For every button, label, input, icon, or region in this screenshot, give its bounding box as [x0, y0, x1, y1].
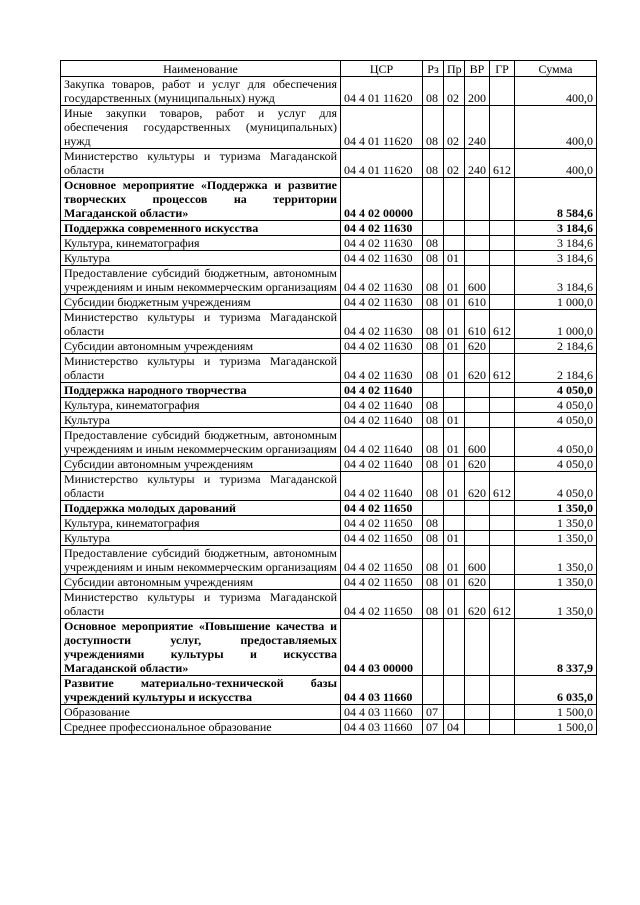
- cell-name: Министерство культуры и туризма Магаданской области: [61, 149, 341, 178]
- table-row: [61, 106, 597, 149]
- cell-csr: 04 4 02 11640: [341, 413, 423, 428]
- table-row: [61, 413, 597, 428]
- cell-sum: 3 184,6: [515, 236, 597, 251]
- cell-rz: 07: [423, 705, 444, 720]
- cell-vr: [465, 251, 490, 266]
- cell-vr: 620: [465, 472, 490, 501]
- cell-gr: [490, 221, 515, 236]
- table-body: [61, 77, 597, 735]
- cell-gr: [490, 546, 515, 575]
- cell-csr: 04 4 02 11640: [341, 383, 423, 398]
- cell-vr: [465, 501, 490, 516]
- cell-gr: [490, 516, 515, 531]
- cell-name: Субсидии автономным учреждениям: [61, 575, 341, 590]
- cell-csr: 04 4 03 11660: [341, 676, 423, 705]
- table-row: [61, 705, 597, 720]
- cell-name: Предоставление субсидий бюджетным, автономным учреждениям и иным некоммерческим организациям: [61, 428, 341, 457]
- cell-sum: 4 050,0: [515, 383, 597, 398]
- cell-gr: [490, 339, 515, 354]
- cell-pr: 02: [444, 77, 465, 106]
- cell-name: Поддержка современного искусства: [61, 221, 341, 236]
- cell-rz: [423, 178, 444, 221]
- cell-csr: 04 4 02 11650: [341, 501, 423, 516]
- cell-gr: [490, 531, 515, 546]
- cell-sum: 4 050,0: [515, 428, 597, 457]
- cell-pr: [444, 676, 465, 705]
- cell-csr: 04 4 03 00000: [341, 619, 423, 676]
- cell-gr: [490, 501, 515, 516]
- cell-pr: 01: [444, 531, 465, 546]
- cell-vr: 600: [465, 266, 490, 295]
- cell-gr: [490, 295, 515, 310]
- cell-pr: 01: [444, 354, 465, 383]
- cell-sum: 3 184,6: [515, 266, 597, 295]
- table-row: [61, 77, 597, 106]
- cell-name: Образование: [61, 705, 341, 720]
- cell-gr: [490, 178, 515, 221]
- cell-csr: 04 4 02 11630: [341, 251, 423, 266]
- table-row: [61, 251, 597, 266]
- cell-name: Министерство культуры и туризма Магаданской области: [61, 590, 341, 619]
- cell-csr: 04 4 02 11640: [341, 472, 423, 501]
- cell-gr: [490, 428, 515, 457]
- cell-name: Закупка товаров, работ и услуг для обеспечения государственных (муниципальных) нужд: [61, 77, 341, 106]
- cell-gr: [490, 413, 515, 428]
- table-row: [61, 383, 597, 398]
- cell-csr: 04 4 03 11660: [341, 705, 423, 720]
- table-row: [61, 149, 597, 178]
- cell-pr: 01: [444, 339, 465, 354]
- cell-gr: 612: [490, 472, 515, 501]
- cell-pr: 01: [444, 575, 465, 590]
- cell-vr: [465, 676, 490, 705]
- cell-vr: 620: [465, 457, 490, 472]
- cell-vr: 620: [465, 575, 490, 590]
- cell-name: Субсидии автономным учреждениям: [61, 339, 341, 354]
- cell-pr: 01: [444, 266, 465, 295]
- cell-sum: 4 050,0: [515, 472, 597, 501]
- cell-gr: [490, 705, 515, 720]
- table-row: [61, 501, 597, 516]
- cell-vr: [465, 516, 490, 531]
- cell-sum: 4 050,0: [515, 413, 597, 428]
- cell-gr: [490, 398, 515, 413]
- cell-vr: 240: [465, 106, 490, 149]
- cell-vr: 200: [465, 77, 490, 106]
- table-row: [61, 676, 597, 705]
- cell-sum: 1 350,0: [515, 516, 597, 531]
- cell-rz: 08: [423, 339, 444, 354]
- cell-pr: 01: [444, 251, 465, 266]
- cell-sum: 4 050,0: [515, 457, 597, 472]
- table-row: [61, 472, 597, 501]
- cell-vr: 610: [465, 295, 490, 310]
- cell-pr: [444, 236, 465, 251]
- header-gr: ГР: [490, 61, 515, 77]
- cell-sum: 2 184,6: [515, 354, 597, 383]
- cell-csr: 04 4 02 11650: [341, 590, 423, 619]
- cell-sum: 1 350,0: [515, 501, 597, 516]
- cell-name: Культура, кинематография: [61, 516, 341, 531]
- table-row: [61, 590, 597, 619]
- cell-pr: [444, 383, 465, 398]
- cell-csr: 04 4 02 11640: [341, 428, 423, 457]
- cell-name: Предоставление субсидий бюджетным, автономным учреждениям и иным некоммерческим организациям: [61, 266, 341, 295]
- cell-name: Культура: [61, 251, 341, 266]
- header-vr: ВР: [465, 61, 490, 77]
- cell-csr: 04 4 02 00000: [341, 178, 423, 221]
- cell-rz: 08: [423, 295, 444, 310]
- cell-gr: [490, 106, 515, 149]
- cell-name: Поддержка народного творчества: [61, 383, 341, 398]
- cell-pr: [444, 221, 465, 236]
- table-row: [61, 236, 597, 251]
- cell-rz: 08: [423, 546, 444, 575]
- table-row: [61, 457, 597, 472]
- cell-name: Культура: [61, 531, 341, 546]
- table-row: [61, 516, 597, 531]
- cell-vr: 620: [465, 354, 490, 383]
- cell-name: Министерство культуры и туризма Магаданской области: [61, 310, 341, 339]
- cell-sum: 1 500,0: [515, 705, 597, 720]
- cell-rz: [423, 221, 444, 236]
- cell-csr: 04 4 02 11640: [341, 457, 423, 472]
- cell-csr: 04 4 02 11650: [341, 531, 423, 546]
- table-row: [61, 339, 597, 354]
- cell-rz: [423, 501, 444, 516]
- cell-vr: [465, 383, 490, 398]
- cell-csr: 04 4 01 11620: [341, 106, 423, 149]
- cell-name: Основное мероприятие «Поддержка и развитие творческих процессов на территории Магаданской области»: [61, 178, 341, 221]
- cell-gr: 612: [490, 354, 515, 383]
- cell-name: Развитие материально-технической базы учреждений культуры и искусства: [61, 676, 341, 705]
- cell-gr: [490, 457, 515, 472]
- header-rz: Рз: [423, 61, 444, 77]
- cell-name: Министерство культуры и туризма Магаданской области: [61, 472, 341, 501]
- cell-gr: 612: [490, 590, 515, 619]
- budget-table: [60, 60, 597, 735]
- cell-name: Культура, кинематография: [61, 398, 341, 413]
- cell-name: Иные закупки товаров, работ и услуг для обеспечения государственных (муниципальных) нужд: [61, 106, 341, 149]
- cell-pr: 02: [444, 149, 465, 178]
- cell-sum: 1 350,0: [515, 590, 597, 619]
- table-row: [61, 546, 597, 575]
- cell-rz: 08: [423, 106, 444, 149]
- cell-pr: 01: [444, 546, 465, 575]
- cell-pr: 01: [444, 413, 465, 428]
- cell-csr: 04 4 02 11630: [341, 236, 423, 251]
- cell-pr: 02: [444, 106, 465, 149]
- cell-name: Предоставление субсидий бюджетным, автономным учреждениям и иным некоммерческим организациям: [61, 546, 341, 575]
- cell-sum: 2 184,6: [515, 339, 597, 354]
- header-sum: Сумма: [515, 61, 597, 77]
- cell-gr: [490, 266, 515, 295]
- cell-sum: 1 350,0: [515, 546, 597, 575]
- cell-vr: [465, 619, 490, 676]
- header-name: Наименование: [61, 61, 341, 77]
- cell-rz: 08: [423, 516, 444, 531]
- cell-csr: 04 4 02 11650: [341, 546, 423, 575]
- table-row: [61, 398, 597, 413]
- cell-sum: 400,0: [515, 106, 597, 149]
- cell-pr: 01: [444, 295, 465, 310]
- cell-sum: 400,0: [515, 149, 597, 178]
- cell-rz: [423, 619, 444, 676]
- cell-pr: 01: [444, 472, 465, 501]
- table-row: [61, 266, 597, 295]
- cell-csr: 04 4 02 11650: [341, 516, 423, 531]
- cell-pr: [444, 619, 465, 676]
- cell-rz: 08: [423, 472, 444, 501]
- cell-pr: [444, 516, 465, 531]
- cell-vr: 600: [465, 546, 490, 575]
- cell-vr: [465, 236, 490, 251]
- table-row: [61, 428, 597, 457]
- cell-gr: [490, 619, 515, 676]
- cell-csr: 04 4 02 11630: [341, 266, 423, 295]
- cell-sum: 6 035,0: [515, 676, 597, 705]
- table-row: [61, 354, 597, 383]
- cell-pr: 01: [444, 590, 465, 619]
- table-row: [61, 575, 597, 590]
- cell-rz: 08: [423, 354, 444, 383]
- cell-rz: 08: [423, 590, 444, 619]
- table-row: [61, 295, 597, 310]
- cell-vr: 610: [465, 310, 490, 339]
- cell-rz: 08: [423, 531, 444, 546]
- cell-csr: 04 4 02 11630: [341, 310, 423, 339]
- cell-rz: [423, 676, 444, 705]
- table-row: [61, 619, 597, 676]
- cell-name: Министерство культуры и туризма Магаданской области: [61, 354, 341, 383]
- cell-rz: 08: [423, 428, 444, 457]
- cell-pr: 01: [444, 428, 465, 457]
- cell-csr: 04 4 01 11620: [341, 77, 423, 106]
- cell-gr: [490, 236, 515, 251]
- cell-vr: [465, 705, 490, 720]
- cell-gr: 612: [490, 149, 515, 178]
- cell-gr: 612: [490, 310, 515, 339]
- header-csr: ЦСР: [341, 61, 423, 77]
- cell-sum: 1 350,0: [515, 531, 597, 546]
- cell-vr: [465, 221, 490, 236]
- cell-rz: 08: [423, 398, 444, 413]
- cell-pr: 01: [444, 457, 465, 472]
- cell-rz: 08: [423, 266, 444, 295]
- cell-rz: 08: [423, 457, 444, 472]
- cell-vr: [465, 531, 490, 546]
- cell-name: Субсидии автономным учреждениям: [61, 457, 341, 472]
- table-row: [61, 720, 597, 735]
- cell-name: Культура: [61, 413, 341, 428]
- cell-rz: 08: [423, 77, 444, 106]
- cell-sum: 3 184,6: [515, 251, 597, 266]
- cell-rz: 08: [423, 310, 444, 339]
- cell-csr: 04 4 01 11620: [341, 149, 423, 178]
- cell-csr: 04 4 02 11630: [341, 339, 423, 354]
- cell-csr: 04 4 02 11650: [341, 575, 423, 590]
- cell-pr: 01: [444, 310, 465, 339]
- table-row: [61, 310, 597, 339]
- table-row: [61, 178, 597, 221]
- table-row: [61, 531, 597, 546]
- cell-gr: [490, 720, 515, 735]
- cell-pr: [444, 178, 465, 221]
- cell-name: Субсидии бюджетным учреждениям: [61, 295, 341, 310]
- table-row: [61, 221, 597, 236]
- cell-vr: 620: [465, 339, 490, 354]
- cell-vr: [465, 398, 490, 413]
- cell-pr: [444, 398, 465, 413]
- cell-sum: 8 337,9: [515, 619, 597, 676]
- cell-vr: 620: [465, 590, 490, 619]
- cell-rz: 08: [423, 251, 444, 266]
- header-pr: Пр: [444, 61, 465, 77]
- cell-name: Основное мероприятие «Повышение качества и доступности услуг, предоставляемых учреждениями культуры и искусства Магаданской области»: [61, 619, 341, 676]
- cell-rz: 07: [423, 720, 444, 735]
- cell-rz: 08: [423, 413, 444, 428]
- cell-gr: [490, 383, 515, 398]
- cell-rz: 08: [423, 575, 444, 590]
- cell-gr: [490, 575, 515, 590]
- cell-csr: 04 4 02 11630: [341, 221, 423, 236]
- cell-csr: 04 4 03 11660: [341, 720, 423, 735]
- cell-vr: [465, 178, 490, 221]
- cell-gr: [490, 251, 515, 266]
- cell-pr: [444, 501, 465, 516]
- cell-rz: 08: [423, 149, 444, 178]
- cell-gr: [490, 77, 515, 106]
- cell-csr: 04 4 02 11630: [341, 295, 423, 310]
- cell-vr: 600: [465, 428, 490, 457]
- cell-sum: 1 000,0: [515, 310, 597, 339]
- header-row: [61, 61, 597, 77]
- cell-pr: [444, 705, 465, 720]
- cell-csr: 04 4 02 11640: [341, 398, 423, 413]
- cell-sum: 400,0: [515, 77, 597, 106]
- cell-vr: 240: [465, 149, 490, 178]
- cell-name: Среднее профессиональное образование: [61, 720, 341, 735]
- cell-pr: 04: [444, 720, 465, 735]
- cell-sum: 1 500,0: [515, 720, 597, 735]
- cell-sum: 1 000,0: [515, 295, 597, 310]
- cell-name: Культура, кинематография: [61, 236, 341, 251]
- cell-vr: [465, 413, 490, 428]
- cell-gr: [490, 676, 515, 705]
- cell-sum: 1 350,0: [515, 575, 597, 590]
- cell-csr: 04 4 02 11630: [341, 354, 423, 383]
- cell-vr: [465, 720, 490, 735]
- cell-name: Поддержка молодых дарований: [61, 501, 341, 516]
- cell-sum: 8 584,6: [515, 178, 597, 221]
- cell-sum: 4 050,0: [515, 398, 597, 413]
- cell-sum: 3 184,6: [515, 221, 597, 236]
- cell-rz: [423, 383, 444, 398]
- cell-rz: 08: [423, 236, 444, 251]
